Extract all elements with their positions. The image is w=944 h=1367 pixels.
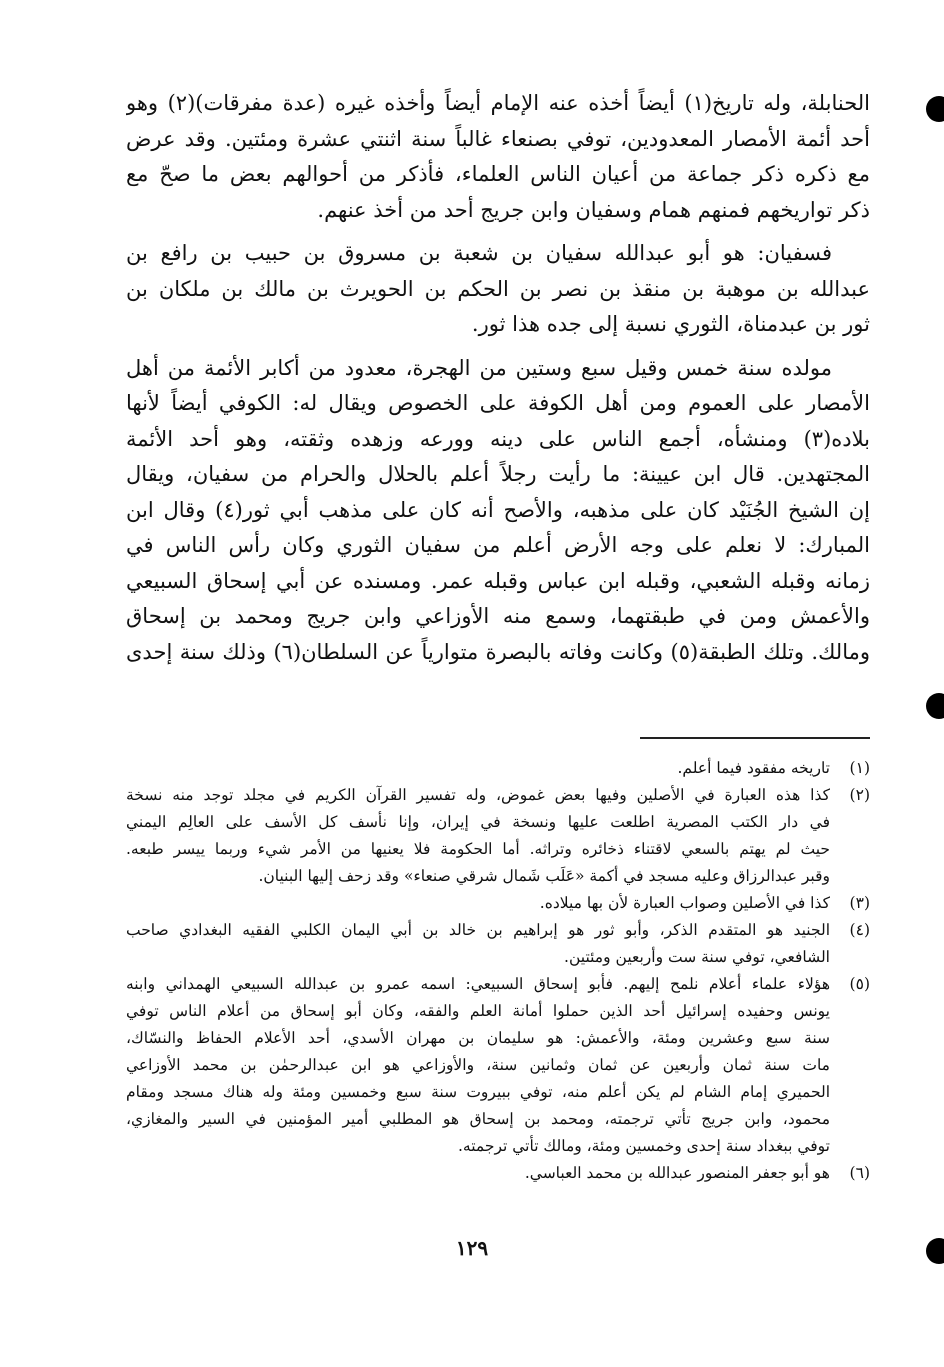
text-line: عبدالله بن موهبة بن منقذ بن نصر بن الحكم بن الحويرث بن مالك بن ملكان بن bbox=[126, 276, 870, 301]
text-line: مع ذكره ذكر جماعة من أعيان الناس العلماء، فأذكر من أحوالهم بعض ما صحّ مع bbox=[126, 162, 870, 186]
footnote-line: هو أبو جعفر المنصور عبدالله بن محمد العباسي. bbox=[524, 1164, 830, 1182]
footnote bbox=[126, 755, 870, 782]
footnote-line: توفي ببغداد سنة إحدى وخمسين ومئة، ومالك تأتي ترجمته. bbox=[457, 1137, 830, 1155]
text-line: مولده سنة خمس وقيل سبع وستين من الهجرة، معدود من أكابر الأئمة من أهل bbox=[126, 355, 832, 380]
footnote bbox=[126, 971, 870, 1160]
text-line: ومالك. وتلك الطبقة(٥) وكانت وفاته بالبصرة متوارياً عن السلطان(٦) وذلك سنة إحدى bbox=[126, 639, 870, 664]
text-line: المجتهدين. قال ابن عيينة: ما رأيت رجلاً أعلم بالحلال والحرام من سفيان، ويقال bbox=[126, 462, 870, 486]
main-text bbox=[126, 86, 870, 678]
paragraph bbox=[126, 86, 870, 228]
text-line: المبارك: لا نعلم على وجه الأرض أعلم من سفيان الثوري وكان رأس الناس في bbox=[126, 533, 870, 557]
footnote bbox=[126, 917, 870, 971]
punch-hole-icon bbox=[926, 96, 944, 122]
footnote-line: وقبر عبدالرزاق وعليه مسجد في أكمة «عَلَب شَمال شرقي صنعاء» وقد زحف إليها البنيان. bbox=[258, 867, 830, 885]
text-line: الأمصار على العموم ومن أهل الكوفة على الخصوص ويقال له: الكوفي أيضاً لأنها bbox=[126, 391, 870, 415]
text-line: إن الشيخ الجُنَيْد كان على مذهبه، والأصح أنه كان على مذهب أبي ثور(٤) وقال ابن bbox=[126, 497, 870, 522]
footnote-line: في دار الكتب المصرية اطلعت عليها ونسخة في إيران، وإنا نأسف كل الأسف على العالِم اليمني bbox=[126, 813, 830, 831]
footnote bbox=[126, 782, 870, 890]
page-number: ١٢٩ bbox=[455, 1236, 489, 1260]
text-line: ثور بن عبدمناة، الثوري نسبة إلى جده هذا ثور. bbox=[471, 312, 870, 336]
footnote bbox=[126, 890, 870, 917]
footnote-line: الجنيد هو المتقدم الذكر، وأبو ثور هو إبراهيم بن خالد بن أبي اليمان الكلبي الفقيه البغدادي صاحب bbox=[126, 921, 830, 939]
paragraph bbox=[126, 236, 870, 343]
text-line: أحد أئمة الأمصار المعدودين، توفي بصنعاء غالباً سنة اثنتي عشرة ومئتين. وقد عرض bbox=[126, 126, 870, 151]
footnote-line: محمود، وابن جريج تأتي ترجمته، ومحمد بن إسحاق هو المطلبي أمير المؤمنين في السير والمغازي، bbox=[126, 1110, 830, 1128]
footnote-line: تاريخه مفقود فيما أعلم. bbox=[677, 759, 830, 777]
footnote-line: كذا هذه العبارة في الأصلين وفيها بعض غموض، وله تفسير القرآن الكريم في مجلد توجد منه نسخة bbox=[126, 786, 830, 804]
footnote-number: (٥) bbox=[849, 975, 870, 993]
paragraph bbox=[126, 351, 870, 671]
footnote-line: الحميري إمام الشام لم يكن أعلم منه، توفي ببيروت سنة سبع وخمسين ومئة وله هناك مسجد ومقام bbox=[126, 1083, 830, 1101]
footnote-line: حيث لم يهتم بالسعي لاقتناء ذخائره وتراثه. أما الحكومة فلا يعنيها من الأمر شيء وربما ييسر طبعه. bbox=[126, 840, 830, 858]
footnote-number: (٢) bbox=[849, 786, 870, 804]
footnote-line: كذا في الأصلين وصواب العبارة لأن بها ميلاده. bbox=[539, 894, 830, 912]
text-line: زمانه وقبله الشعبي، وقبله ابن عباس وقبله عمر. ومسنده عن أبي إسحاق السبيعي bbox=[126, 568, 870, 593]
footnote-line: هؤلاء علماء أعلام نلمح إليهم. فأبو إسحاق السبيعي: اسمه عمرو بن عبدالله السبيعي الهمداني وابنه bbox=[126, 975, 830, 993]
punch-hole-icon bbox=[926, 1238, 944, 1264]
footnote-line: مات سنة ثمان وأربعين عن ثمان وثمانين سنة، والأوزاعي هو ابن عبدالرحمٰن بن محمد الأوزاعي bbox=[126, 1056, 830, 1074]
footnote-number: (٣) bbox=[849, 894, 870, 912]
footnote-number: (٦) bbox=[849, 1164, 870, 1182]
text-line: بلاده(٣) ومنشأه، أجمع الناس على دينه وورعه وزهده وثقته، وهو أحد الأئمة bbox=[126, 426, 870, 451]
text-line: والأعمش ومن في طبقتهما، وسمع منه الأوزاعي وابن جريج ومحمد بن إسحاق bbox=[126, 604, 870, 628]
footnote-number: (٤) bbox=[849, 921, 870, 939]
footnote-line: سنة سبع وعشرين ومئة، والأعمش: هو سليمان بن مهران الأسدي، أحد الأعلام الحفاظ والنسّاك، bbox=[126, 1029, 830, 1047]
footnote-line: الشافعي، توفي سنة ست وأربعين ومئتين. bbox=[564, 948, 830, 966]
footnotes bbox=[126, 755, 870, 1187]
footnote-line: يونس وحفيده إسرائيل أحد الذين حملوا أمانة العلم والفقه، وكان أبو إسحاق من أعلام الناس توفي bbox=[126, 1002, 830, 1020]
punch-hole-icon bbox=[926, 693, 944, 719]
footnote bbox=[126, 1160, 870, 1187]
text-line: ذكر تواريخهم فمنهم همام وسفيان وابن جريج أحد من أخذ عنهم. bbox=[317, 197, 870, 222]
text-line: الحنابلة، وله تاريخ(١) أيضاً أخذه عنه الإمام أيضاً وأخذه غيره (عدة مفرقات)(٢) وهو bbox=[126, 91, 870, 115]
footnote-number: (١) bbox=[849, 759, 870, 777]
text-line: فسفيان: هو أبو عبدالله سفيان بن شعبة بن مسروق بن حبيب بن رافع بن bbox=[126, 241, 832, 265]
footnote-separator bbox=[640, 737, 870, 739]
